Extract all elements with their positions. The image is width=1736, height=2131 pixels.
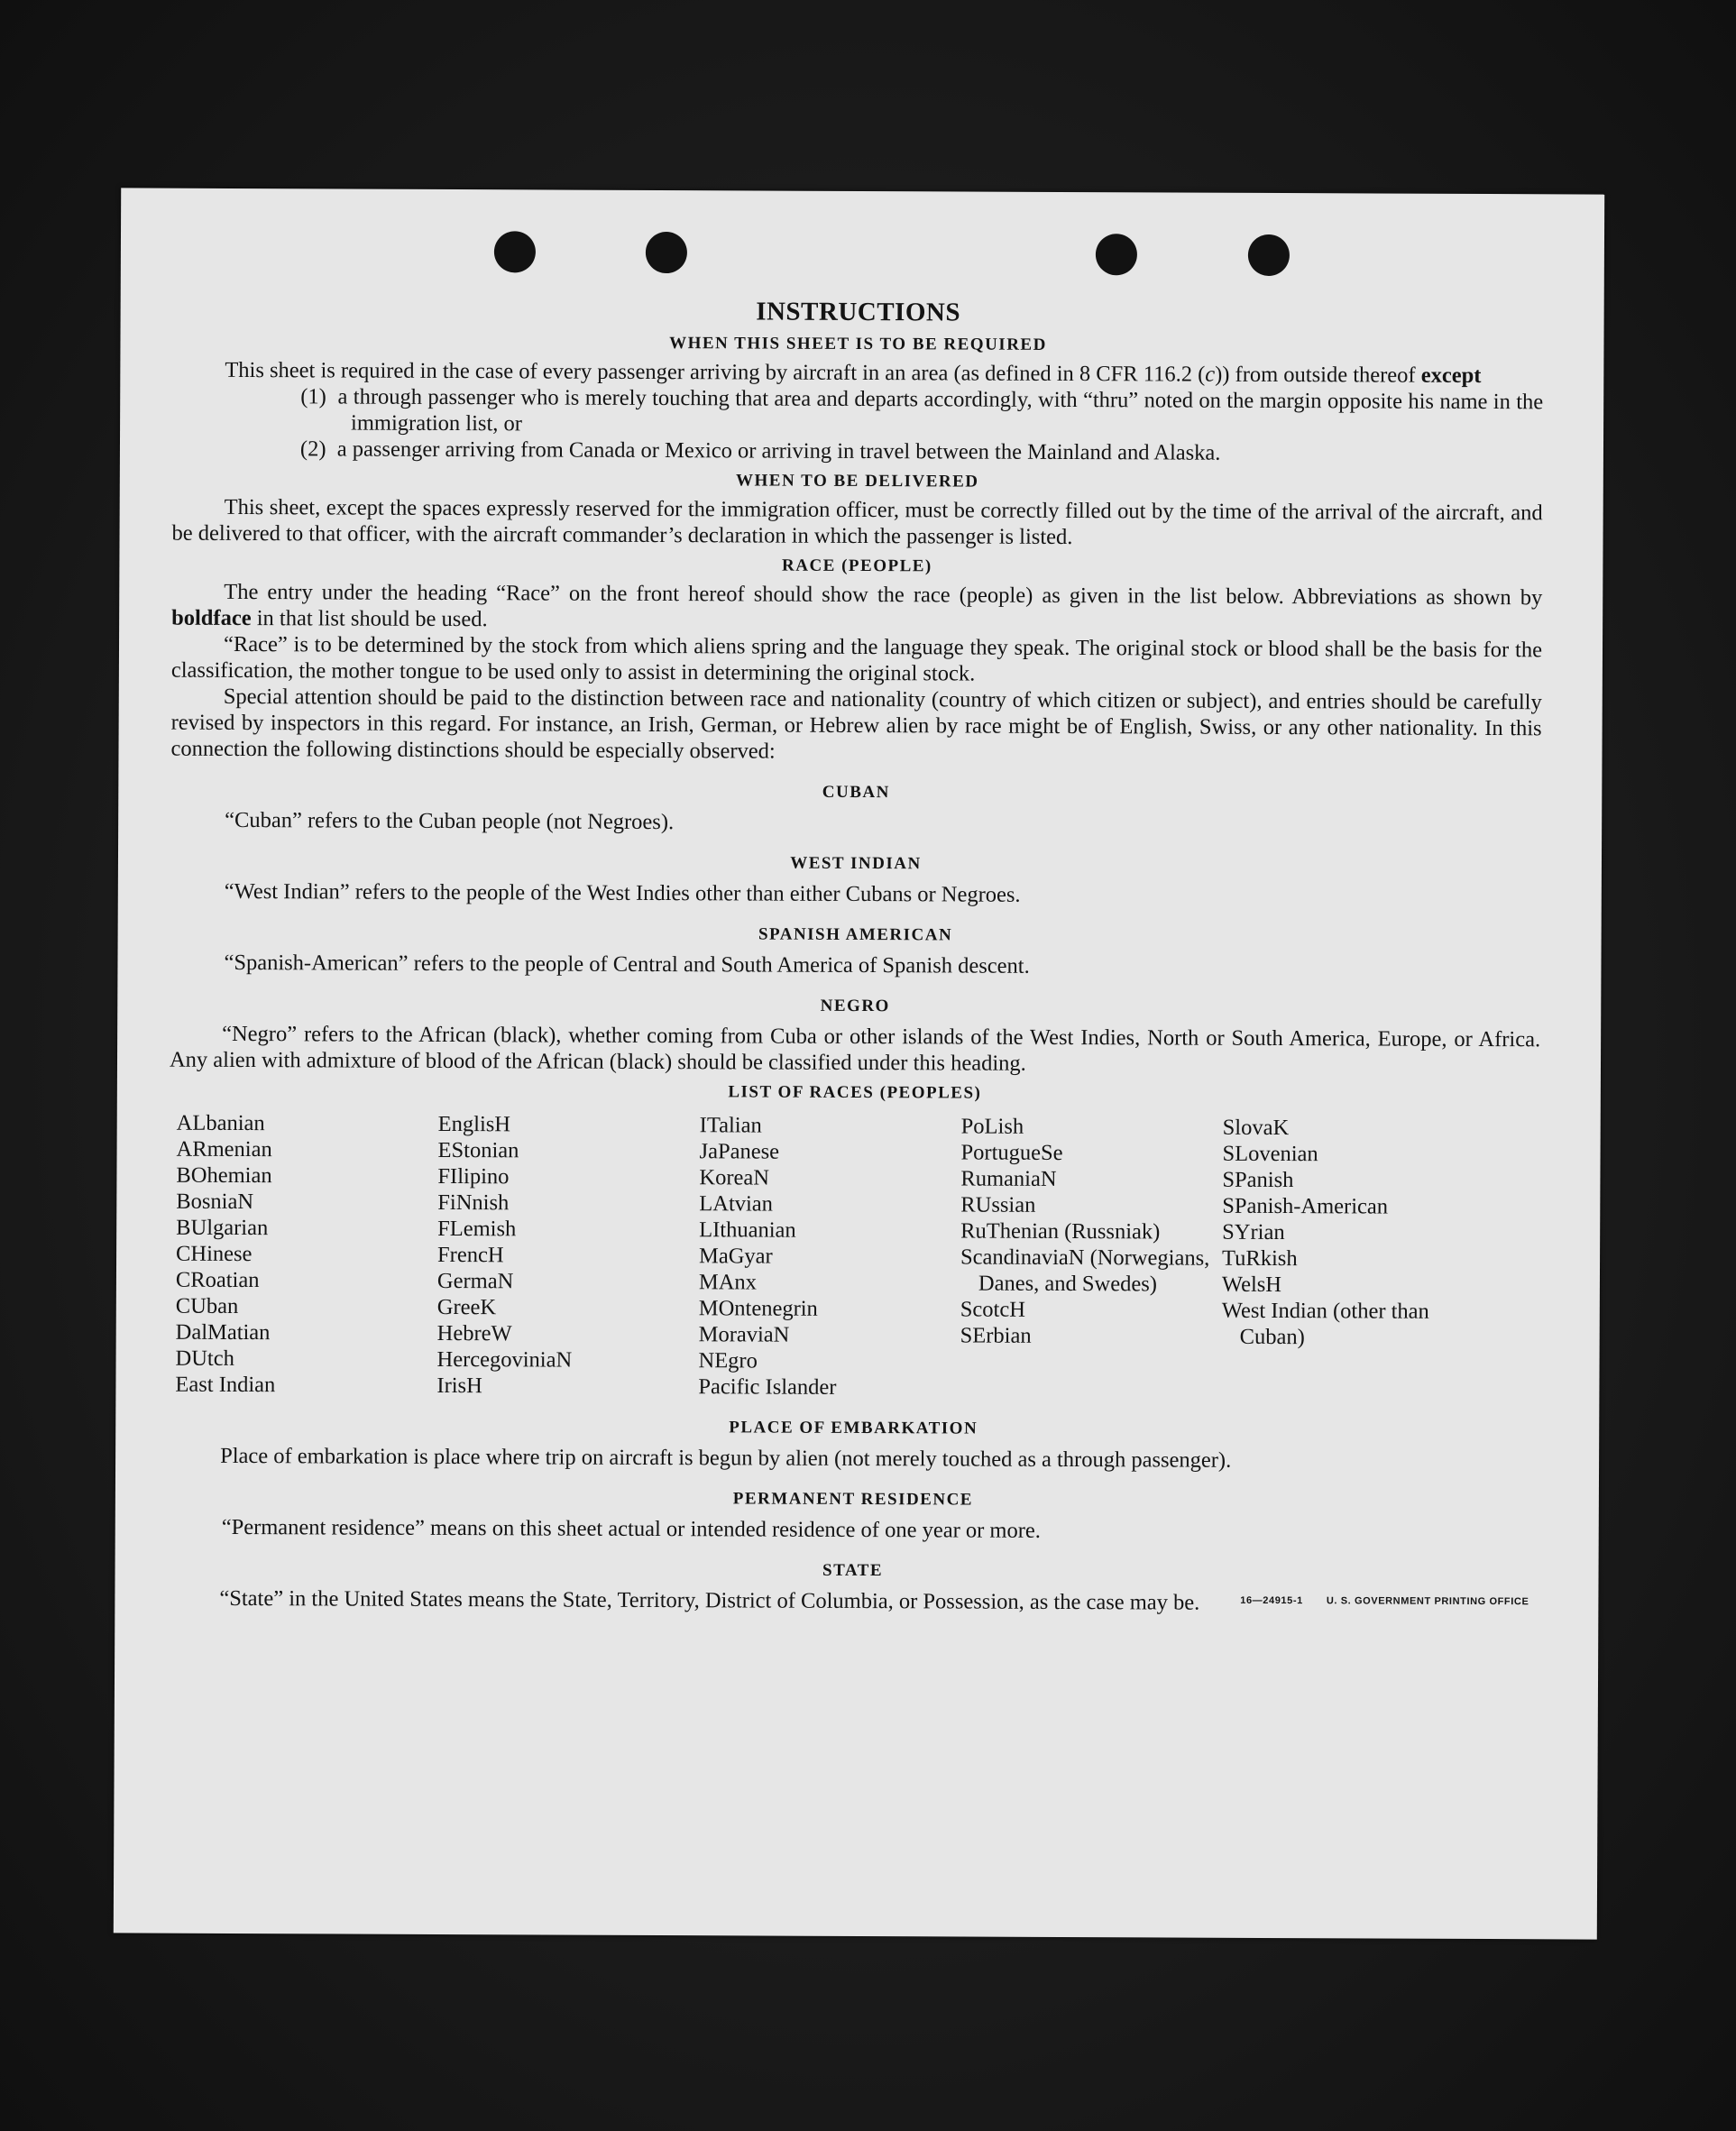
section-heading-state: STATE xyxy=(822,1560,884,1581)
race-item: CRoatian xyxy=(175,1267,260,1293)
embarkation-text: Place of embarkation is place where trip on aircraft is begun by alien (not merely touched as a through passenger). xyxy=(220,1443,1232,1473)
race-item: IrisH xyxy=(436,1373,482,1399)
race-item: DalMatian xyxy=(175,1319,271,1346)
race-paragraph-2: “Race” is to be determined by the stock from which aliens spring and the language they speak. The original stock or blood shall be the basis for the classification, the mother tongue to be used only to assist in determining the original stock. xyxy=(170,631,1543,686)
race-column xyxy=(436,1111,699,1400)
race-item: RuThenian (Russniak) xyxy=(960,1218,1161,1245)
race-item: PoLish xyxy=(960,1114,1024,1139)
state-section xyxy=(167,1585,1538,1618)
required-intro: This sheet is required in the case of every passenger arriving by aircraft in an area (as defined in 8 CFR 116.2 (c)) from outside thereof except xyxy=(225,357,1482,389)
print-imprint xyxy=(1217,1588,1529,1616)
section-heading-required: WHEN THIS SHEET IS TO BE REQUIRED xyxy=(669,334,1047,354)
race-item: LIthuanian xyxy=(699,1217,796,1243)
section-heading-spanish-american: SPANISH AMERICAN xyxy=(758,924,953,945)
race-item: RumaniaN xyxy=(960,1166,1057,1191)
section-heading-embarkation: PLACE OF EMBARKATION xyxy=(729,1418,978,1438)
race-item: ITalian xyxy=(699,1113,762,1138)
state-text: “State” in the United States means the State, Territory, District of Columbia, or Possession, as the case may be. xyxy=(219,1585,1200,1615)
race-item: PortugueSe xyxy=(960,1140,1063,1165)
race-item: BOhemian xyxy=(176,1162,272,1189)
exception-item-1: (1) a through passenger who is merely touching that area and departs accordingly, with “thru” noted on the margin opposite his name in the immigration list, or xyxy=(300,384,1544,436)
race-item: FiNnish xyxy=(437,1190,510,1216)
race-item: West Indian (other than Cuban) xyxy=(1221,1298,1429,1350)
race-paragraph-1: The entry under the heading “Race” on the front hereof should show the race (people) as given in the list below. Abbreviations as shown by boldface in that list should be used. xyxy=(171,579,1543,632)
race-item: NEgro xyxy=(698,1348,758,1373)
race-item: EStonian xyxy=(437,1137,519,1163)
race-item: MOntenegrin xyxy=(698,1296,818,1321)
race-item: HercegoviniaN xyxy=(436,1346,573,1373)
race-item: LAtvian xyxy=(699,1191,774,1217)
race-item: RUssian xyxy=(960,1192,1036,1217)
race-item: CHinese xyxy=(176,1241,253,1267)
residence-text: “Permanent residence” means on this sheet actual or intended residence of one year or more. xyxy=(221,1514,1041,1543)
section-heading-race: RACE (PEOPLE) xyxy=(781,556,932,576)
race-item: JaPanese xyxy=(699,1139,780,1164)
race-column xyxy=(175,1110,437,1399)
punch-hole xyxy=(494,231,536,272)
section-heading-negro: NEGRO xyxy=(820,996,890,1016)
race-item: EnglisH xyxy=(437,1111,511,1137)
race-item: Pacific Islander xyxy=(698,1374,837,1400)
race-item: SlovaK xyxy=(1222,1115,1290,1141)
race-item: BosniaN xyxy=(176,1189,254,1215)
race-item: MAnx xyxy=(698,1270,757,1295)
race-item: CUban xyxy=(175,1293,239,1318)
page-title: INSTRUCTIONS xyxy=(756,297,961,327)
race-item: SPanish-American xyxy=(1222,1193,1389,1219)
form-number: 16—24915-1 xyxy=(1240,1594,1303,1607)
race-column xyxy=(1221,1115,1483,1403)
race-item: HebreW xyxy=(436,1320,512,1346)
race-list-heading: LIST OF RACES (PEOPLES) xyxy=(728,1082,982,1103)
race-item: MoraviaN xyxy=(698,1322,790,1347)
race-item: GreeK xyxy=(436,1294,497,1320)
race-item: SErbian xyxy=(960,1323,1032,1348)
race-item: KoreaN xyxy=(699,1165,770,1190)
race-item: ScandinaviaN (Norwegians, Danes, and Swedes) xyxy=(960,1245,1210,1297)
section-heading-cuban: CUBAN xyxy=(822,782,890,803)
cuban-text: “Cuban” refers to the Cuban people (not Negroes). xyxy=(225,807,675,835)
race-item: East Indian xyxy=(175,1372,276,1398)
race-item: SYrian xyxy=(1222,1219,1285,1245)
exception-item-2: (2) a passenger arriving from Canada or Mexico or arriving in travel between the Mainland and Alaska. xyxy=(299,436,1221,465)
race-item: ARmenian xyxy=(176,1136,272,1162)
document-body xyxy=(167,297,1543,1618)
race-item: WelsH xyxy=(1221,1272,1282,1298)
race-column xyxy=(698,1112,960,1401)
race-item: ALbanian xyxy=(176,1110,265,1136)
race-item: FrencH xyxy=(437,1242,504,1268)
race-paragraph-3: Special attention should be paid to the distinction between race and nationality (country of which citizen or subject), and entries should be carefully revised by inspectors in this regard. For instance, an Irish, German, or Hebrew alien by race might be of English, Swiss, or any other nationality. In this connection the following distinctions should be especially observed: xyxy=(170,684,1542,764)
printer-name: U. S. GOVERNMENT PRINTING OFFICE xyxy=(1326,1595,1529,1608)
spanish-american-text: “Spanish-American” refers to the people of Central and South America of Spanish descent. xyxy=(224,950,1030,978)
race-column xyxy=(960,1113,1222,1401)
section-heading-delivered: WHEN TO BE DELIVERED xyxy=(736,471,979,491)
race-item: FIlipino xyxy=(437,1163,510,1190)
race-item: GermaN xyxy=(436,1268,514,1294)
race-item: ScotcH xyxy=(960,1297,1025,1322)
negro-text: “Negro” refers to the African (black), whether coming from Cuba or other islands of the West Indies, North or South America, Europe, or Africa. Any alien with admixture of blood of the African (black) should be classified under this heading. xyxy=(169,1021,1541,1076)
punch-hole xyxy=(646,232,687,273)
punch-hole xyxy=(1096,234,1137,275)
west-indian-text: “West Indian” refers to the people of the West Indies other than either Cubans or Negroes. xyxy=(224,878,1021,907)
race-item: MaGyar xyxy=(699,1244,773,1269)
race-item: SLovenian xyxy=(1222,1141,1318,1167)
section-heading-west-indian: WEST INDIAN xyxy=(790,853,922,874)
punch-hole xyxy=(1248,234,1290,276)
race-item: TuRkish xyxy=(1222,1245,1298,1272)
delivered-text: This sheet, except the spaces expressly reserved for the immigration officer, must be correctly filled out by the time of the arrival of the aircraft, and be delivered to that officer, with the aircraft commander’s declaration in which the passenger is listed. xyxy=(171,494,1543,550)
race-list xyxy=(175,1110,1539,1404)
race-item: FLemish xyxy=(437,1216,517,1242)
race-item: DUtch xyxy=(175,1346,234,1371)
instruction-sheet xyxy=(114,188,1604,1939)
race-item: BUlgarian xyxy=(176,1215,269,1241)
section-heading-residence: PERMANENT RESIDENCE xyxy=(732,1489,974,1510)
race-item: SPanish xyxy=(1222,1167,1294,1193)
